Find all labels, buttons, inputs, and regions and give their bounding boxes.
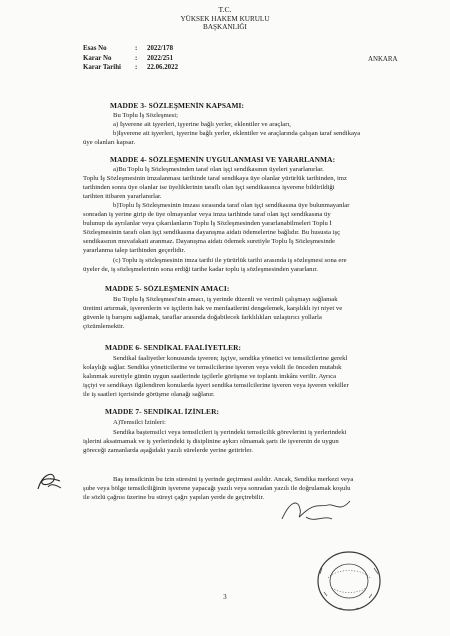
madde3-line: üye olanları kapsar. — [83, 139, 136, 146]
madde4-line: üyeler de, iş sözleşmelerinin sona erdiği tarihe kadar toplu iş sözleşmesinden yararlanır. — [83, 266, 318, 273]
esas-value: 2022/178 — [147, 45, 174, 52]
city-label: ANKARA — [368, 56, 398, 63]
case-meta: Esas No : 2022/178 Karar No : 2022/251 Karar Tarihi : 22.06.2022 — [83, 45, 179, 72]
madde5-line: Bu Toplu İş Sözleşmesi'nin amacı, iş yerinde düzenli ve verimli çalışmayı sağlamak — [113, 296, 338, 303]
madde4-line: Toplu İş Sözleşmesinin imzalanması tarihinde taraf sendikaya üye olanlar yürürlük tarihinden, imz — [83, 175, 347, 182]
tarih-label: Karar Tarihi — [83, 64, 121, 72]
madde4-line: sonradan iş yerine girip de üye olmayanlar veya imza tarihinde taraf olan işçi sendikasına üy — [83, 211, 331, 218]
madde4-line: yararlanma talep tarihinden geçerlidir. — [83, 247, 186, 254]
madde3-title: MADDE 3- SÖZLEŞMENİN KAPSAMI: — [110, 102, 245, 110]
madde4-line: bulunup da ayrılanlar veya çıkarılanların Toplu İş Sözleşmesinden yararlanabilmeleri Toplu İ — [83, 220, 332, 227]
madde4-line: sendikasının muvafakati aranmaz. Dayanışma aidatı ödemek suretiyle Toplu İş Sözleşmesinde — [83, 238, 335, 245]
madde5-title: MADDE 5- SÖZLEŞMENİN AMACI: — [105, 285, 230, 293]
madde3-line: b)İşverene ait işyerleri, işyerine bağlı yerler, eklentiler ve araçlarında çalışan taraf sendikaya — [113, 130, 361, 137]
madde6-title: MADDE 6- SENDİKAL FAALİYETLER: — [105, 344, 242, 352]
header-presidency: BAŞKANLIĞI — [203, 23, 247, 32]
madde5-line: üretimi artırmak, işverenlerin ve işçilerin hak ve menfaatlerini dengelemek, karşılıklı iyi niyet ve — [83, 305, 343, 312]
madde5-line: çözümlemektir. — [83, 323, 125, 330]
handwritten-initials-icon — [34, 467, 64, 497]
page-number: 3 — [223, 594, 227, 601]
madde4-line: tarihinden sonra üye olanlar ise üyeliklerinin taraflı olan işçi sendikasınca işverene bildirildiği — [83, 184, 335, 191]
madde6-line: kalınmak suretiyle günün uygun saatlerinde işçilerle görüşme ve toplantı imkânı verilir. Ayrıca — [83, 373, 337, 380]
header-tc: T.C. — [218, 5, 232, 14]
madde7-line: A)Temsilci İzinleri: — [113, 419, 166, 426]
madde7-line: göreceği zamanlarda aşağıdaki yazılı sürelerde yerine getirirler. — [83, 447, 253, 454]
madde7-title: MADDE 7- SENDİKAL İZİNLER: — [105, 408, 220, 416]
madde7-line: şube veya bölge temsilciliğinin işverene yapacağı yazılı veya sonradan yazılı ile doğrulamak koşulu — [83, 485, 351, 492]
madde6-line: Sendikal faaliyetler konusunda işveren; işçiye, sendika yönetici ve temsilcilerine gerekl — [113, 355, 348, 362]
madde4-line: a)Bu Toplu İş Sözleşmesinden taraf olan işçi sendikasının üyeleri yararlanırlar. — [113, 166, 324, 173]
madde4-line: b)Toplu İş Sözleşmesinin imzası sırasında taraf olan işçi sendikasına üye bulunmayanlar — [113, 202, 350, 209]
madde4-line: (c) Toplu iş sözleşmesinin imza tarihi ile yürürlük tarihi arasında iş sözleşmesi sona ere — [113, 257, 347, 264]
madde4-title: MADDE 4- SÖZLEŞMENİN UYGULANMASI VE YARARLANMA: — [110, 156, 336, 164]
madde7-line: ile sözlü çağrısı üzerine bu süreyi çağrı yapılan yerde de geçirebilir. — [83, 494, 265, 501]
karar-value: 2022/251 — [147, 54, 174, 62]
madde4-line: Sözleşmesinin tarafı olan işçi sendikasına dayanışma aidatı ödemelerine bağlıdır. Bu hususta işç — [83, 229, 341, 236]
madde7-line: Sendika baştemsilci veya temsilcileri iş yerindeki temsilcilik görevlerini iş yerlerindeki — [113, 429, 347, 436]
madde3-line: a) İşverene ait işyerleri, işyerine bağlı yerler, eklentiler ve araçları, — [113, 121, 291, 128]
madde7-line: işlerini aksatmamak ve iş yerlerindeki iş disiplinine aykırı olmamak şartı ile işverenin de uygun — [83, 438, 339, 445]
madde6-line: kolaylığı sağlar. Sendika yöneticilerine ve temsilcilerine işveren veya vekili ile önceden mutabık — [83, 364, 342, 371]
madde6-line: işçiyi ve sendikayı ilgilendiren konularda işyeri sendika temsilcilerine işveren veya işveren vekiller — [83, 382, 349, 389]
document-header — [0, 6, 450, 32]
header-institution: YÜKSEK HAKEM KURULU — [180, 14, 270, 23]
madde3-line: Bu Toplu İş Sözleşmesi; — [113, 112, 178, 119]
madde5-line: güvenle iş barışını sağlamak, taraflar arasında doğabilecek farklılıkları uzlaştırıcı yollarla — [83, 314, 322, 321]
madde4-line: tarihten itibaren yararlanırlar. — [83, 193, 162, 200]
signature-scribble-icon — [276, 497, 356, 525]
tarih-value: 22.06.2022 — [147, 64, 179, 72]
karar-label: Karar No — [83, 54, 112, 62]
madde7-line: Baş temsilcinin bu izin süresini iş yerinde geçirmesi asıldır. Ancak, Sendika merkezi veya — [113, 476, 354, 483]
esas-label: Esas No — [83, 45, 107, 52]
official-seal-icon — [314, 548, 384, 614]
madde6-line: ile iş saatleri içerisinde görüşme olanağı sağlanır. — [83, 391, 215, 398]
